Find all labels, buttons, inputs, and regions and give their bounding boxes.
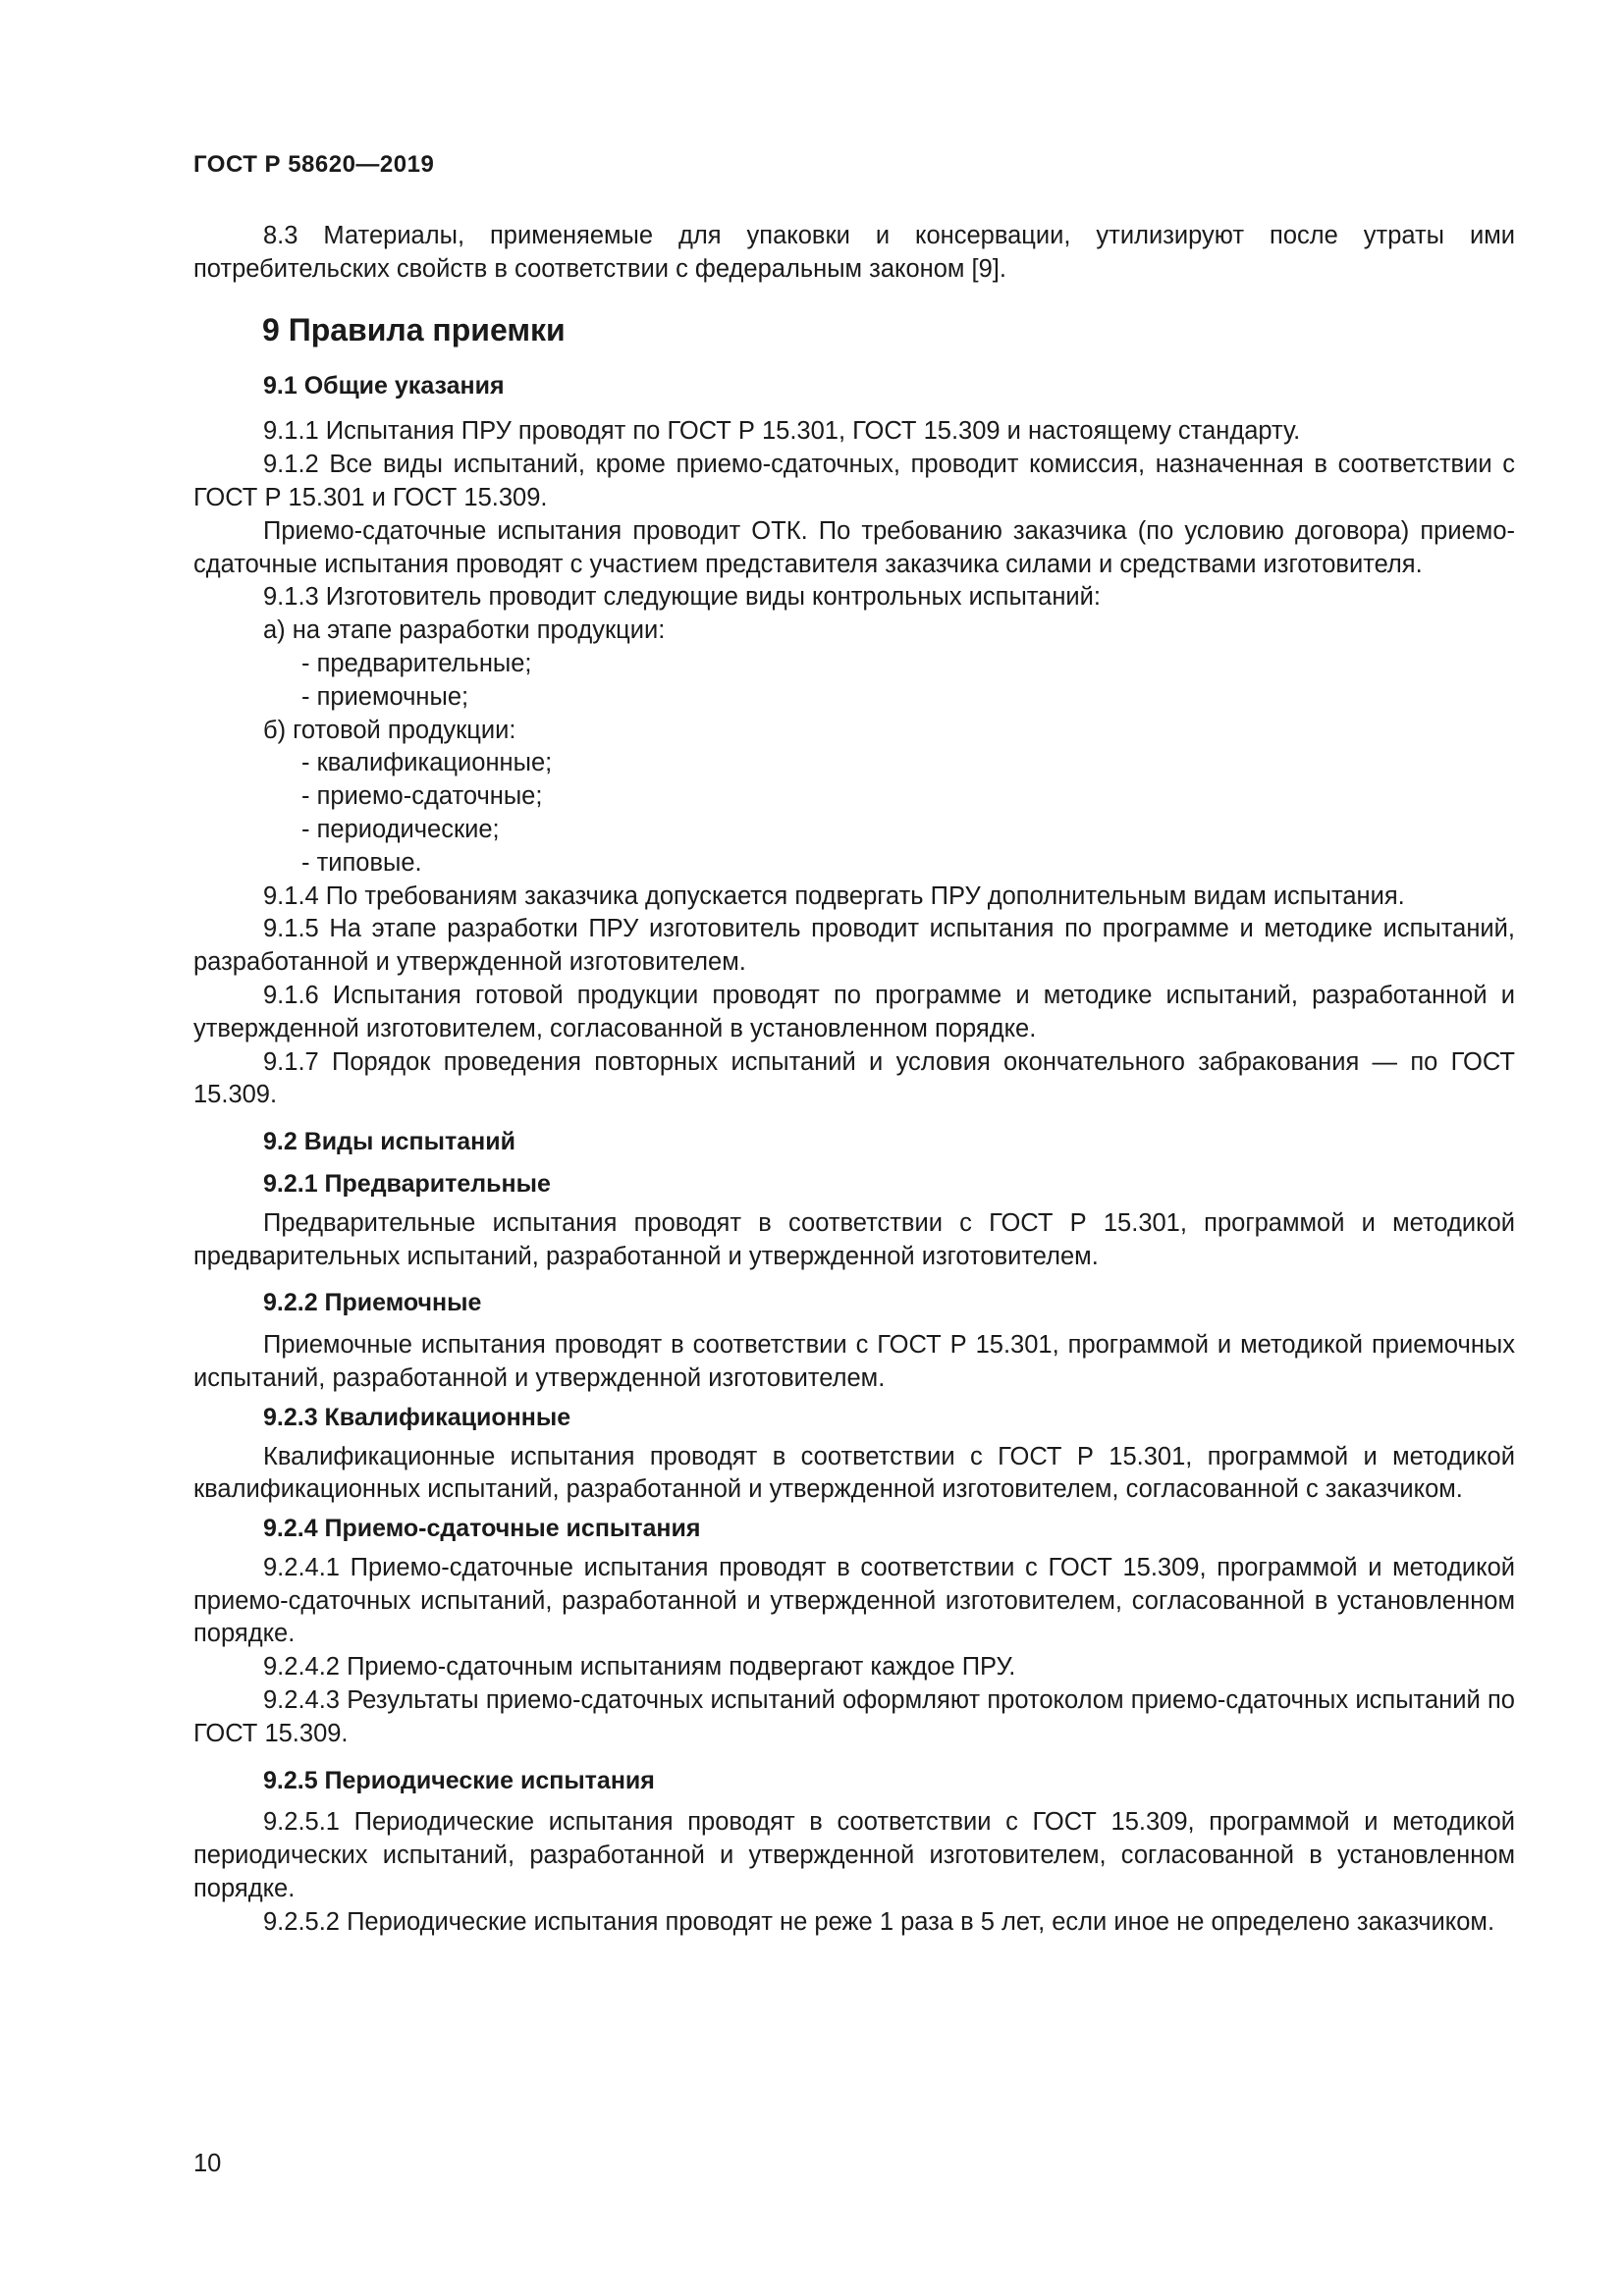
paragraph-9-1-7: 9.1.7 Порядок проведения повторных испытаний и условия окончательного забракования — по ГОСТ 15.309. (193, 1047, 1515, 1109)
section-heading-9: 9 Правила приемки (262, 311, 566, 347)
paragraph-8-3: 8.3 Материалы, применяемые для упаковки и консервации, утилизируют после утраты ими потребительских свойств в соответствии с федеральным законом [9]. (193, 222, 1515, 283)
paragraph-9-2-1: Предварительные испытания проводят в соответствии с ГОСТ Р 15.301, программой и методикой предварительных испытаний, разработанной и утвержденной изготовителем. (193, 1208, 1515, 1270)
paragraph-9-1-4: 9.1.4 По требованиям заказчика допускается подвергать ПРУ дополнительным видам испытания. (263, 881, 1405, 910)
paragraph-9-1-5: 9.1.5 На этапе разработки ПРУ изготовитель проводит испытания по программе и методике испытаний, разработанной и утвержденной изготовителем. (193, 915, 1515, 977)
paragraph-9-2-4-2: 9.2.4.2 Приемо-сдаточным испытаниям подвергают каждое ПРУ. (263, 1653, 1016, 1682)
document-body (193, 220, 1515, 1940)
subsection-heading-9-2-4: 9.2.4 Приемо-сдаточные испытания (263, 1515, 701, 1543)
document-code-header: ГОСТ Р 58620—2019 (193, 151, 435, 178)
page-number: 10 (193, 2150, 222, 2177)
list-subitem: - предварительные; (301, 649, 532, 677)
paragraph-9-2-2: Приемочные испытания проводят в соответствии с ГОСТ Р 15.301, программой и методикой приемочных испытаний, разработанной и утвержденной изготовителем. (193, 1331, 1515, 1392)
subsection-heading-9-2-5: 9.2.5 Периодические испытания (263, 1766, 655, 1794)
subsection-heading-9-2: 9.2 Виды испытаний (263, 1128, 515, 1156)
subsection-heading-9-2-1: 9.2.1 Предварительные (263, 1169, 551, 1198)
paragraph-9-2-4-3: 9.2.4.3 Результаты приемо-сдаточных испытаний оформляют протоколом приемо-сдаточных испытаний по ГОСТ 15.309. (193, 1686, 1515, 1747)
paragraph-9-1-1: 9.1.1 Испытания ПРУ проводят по ГОСТ Р 15.301, ГОСТ 15.309 и настоящему стандарту. (263, 417, 1301, 446)
list-subitem: - приемо-сдаточные; (301, 782, 543, 811)
subsection-heading-9-2-2: 9.2.2 Приемочные (263, 1289, 482, 1317)
paragraph-9-1-2: 9.1.2 Все виды испытаний, кроме приемо-сдаточных, проводит комиссия, назначенная в соответствии с ГОСТ Р 15.301 и ГОСТ 15.309. (193, 451, 1515, 511)
list-subitem: - периодические; (301, 815, 500, 843)
document-page (193, 0, 1515, 2296)
paragraph-9-1-6: 9.1.6 Испытания готовой продукции проводят по программе и методике испытаний, разработанной и утвержденной изготовителем, согласованной в установленном порядке. (193, 981, 1515, 1042)
list-item-a: а) на этапе разработки продукции: (263, 616, 666, 645)
list-subitem: - типовые. (301, 848, 422, 877)
paragraph-9-1-3: 9.1.3 Изготовитель проводит следующие виды контрольных испытаний: (263, 583, 1102, 612)
paragraph-9-2-3: Квалификационные испытания проводят в соответствии с ГОСТ Р 15.301, программой и методикой квалификационных испытаний, разработанной и утвержденной изготовителем, согласованной с заказчиком. (193, 1442, 1515, 1504)
list-item-b: б) готовой продукции: (263, 716, 516, 744)
paragraph-9-2-5-2: 9.2.5.2 Периодические испытания проводят не реже 1 раза в 5 лет, если иное не определено заказчиком. (263, 1907, 1495, 1936)
subsection-heading-9-1: 9.1 Общие указания (263, 371, 505, 400)
subsection-heading-9-2-3: 9.2.3 Квалификационные (263, 1403, 571, 1431)
paragraph-9-2-5-1: 9.2.5.1 Периодические испытания проводят в соответствии с ГОСТ 15.309, программой и методикой периодических испытаний, разработанной и утвержденной изготовителем, согласованной в установленном порядке. (193, 1808, 1515, 1903)
list-subitem: - квалификационные; (301, 749, 553, 777)
paragraph-9-2-4-1: 9.2.4.1 Приемо-сдаточные испытания проводят в соответствии с ГОСТ 15.309, программой и методикой приемо-сдаточных испытаний, разработанной и утвержденной изготовителем, согласованной в установленном порядке. (193, 1553, 1515, 1648)
paragraph-9-1-2-continued: Приемо-сдаточные испытания проводит ОТК. По требованию заказчика (по условию договора) приемо-сдаточные испытания проводят с участием представителя заказчика силами и средствами изготовителя. (193, 516, 1515, 578)
list-subitem: - приемочные; (301, 682, 469, 711)
